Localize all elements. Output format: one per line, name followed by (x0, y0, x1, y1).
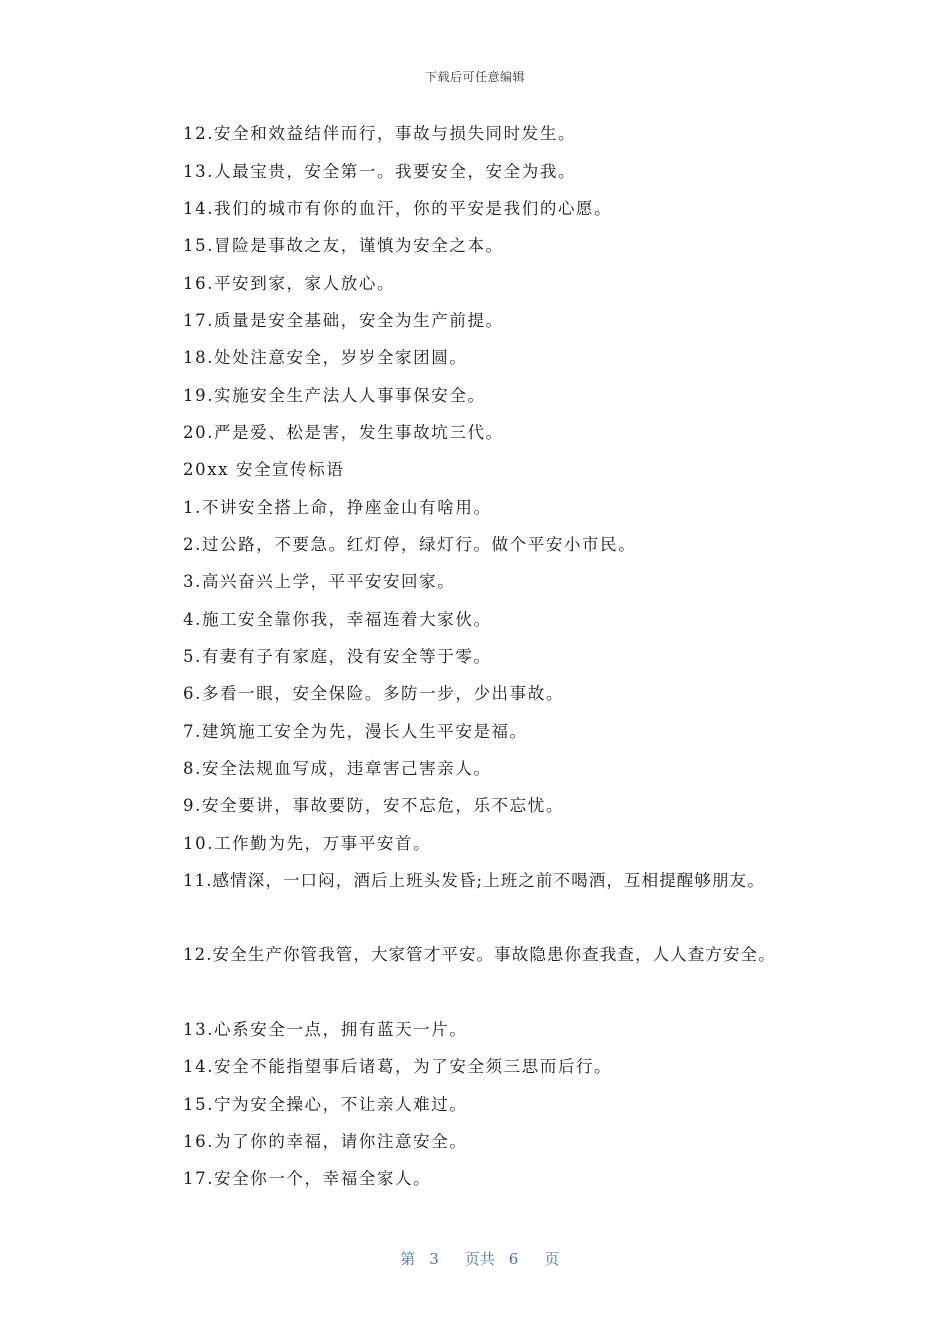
text-line: 12.安全和效益结伴而行，事故与损失同时发生。 (183, 124, 577, 143)
text-line: 7.建筑施工安全为先，漫长人生平安是福。 (183, 722, 528, 741)
text-line: 3.高兴奋兴上学，平平安安回家。 (183, 572, 456, 591)
text-line: 20.严是爱、松是害，发生事故坑三代。 (183, 423, 504, 442)
page-footer (0, 1230, 950, 1269)
text-line: 17.质量是安全基础，安全为生产前提。 (183, 311, 504, 330)
text-line: 15.宁为安全操心，不让亲人难过。 (183, 1095, 468, 1114)
text-line: 11.感情深，一口闷，酒后上班头发昏;上班之前不喝酒，互相提醒够朋友。 (183, 871, 765, 890)
text-line: 4.施工安全靠你我，幸福连着大家伙。 (183, 610, 492, 629)
text-line: 13.人最宝贵，安全第一。我要安全，安全为我。 (183, 162, 577, 181)
text-line: 14.安全不能指望事后诸葛，为了安全须三思而后行。 (183, 1057, 613, 1076)
text-line: 12.安全生产你管我管，大家管才平安。事故隐患你查我查，人人查方安全。 (183, 945, 776, 964)
text-line: 13.心系安全一点，拥有蓝天一片。 (183, 1020, 468, 1039)
text-line: 5.有妻有子有家庭，没有安全等于零。 (183, 647, 492, 666)
page-mid: 页共 (464, 1250, 495, 1268)
text-line: 1.不讲安全搭上命，挣座金山有啥用。 (183, 498, 492, 517)
text-line: 8.安全法规血写成，违章害己害亲人。 (183, 759, 492, 778)
total-pages: 6 (508, 1250, 519, 1268)
text-line: 19.实施安全生产法人人事事保安全。 (183, 386, 486, 405)
text-line: 17.安全你一个，幸福全家人。 (183, 1169, 432, 1188)
page-number: 3 (429, 1250, 439, 1268)
text-line: 16.为了你的幸福，请你注意安全。 (183, 1132, 468, 1151)
text-line: 14.我们的城市有你的血汗，你的平安是我们的心愿。 (183, 199, 613, 218)
text-line: 18.处处注意安全，岁岁全家团圆。 (183, 348, 468, 367)
text-line: 2.过公路，不要急。红灯停，绿灯行。做个平安小市民。 (183, 535, 637, 554)
text-line: 10.工作勤为先，万事平安首。 (183, 834, 432, 853)
text-line: 9.安全要讲，事故要防，安不忘危，乐不忘忧。 (183, 796, 564, 815)
page-prefix: 第 (400, 1250, 416, 1268)
section-heading: 20xx 安全宣传标语 (183, 460, 345, 479)
page-suffix: 页 (544, 1250, 560, 1268)
text-line: 15.冒险是事故之友，谨慎为安全之本。 (183, 236, 504, 255)
page-header: 下载后可任意编辑 (424, 70, 525, 84)
text-line: 16.平安到家，家人放心。 (183, 274, 396, 293)
text-line: 6.多看一眼，安全保险。多防一步，少出事故。 (183, 684, 564, 703)
